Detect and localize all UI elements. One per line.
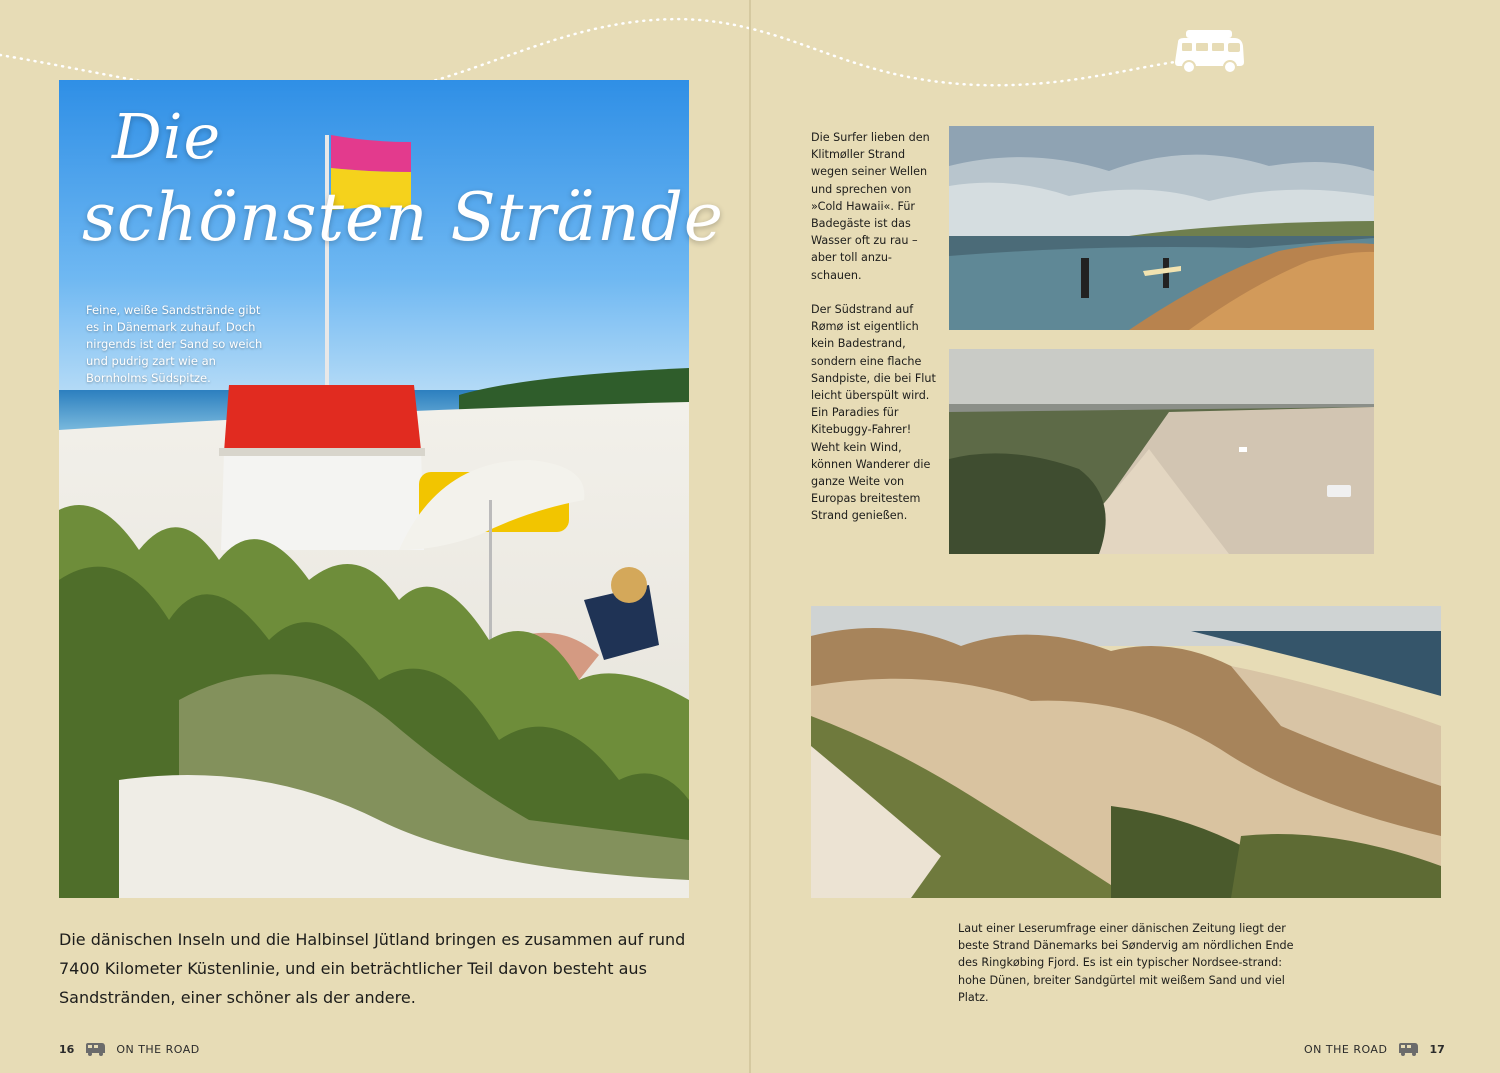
caption-klitmoller: Die Surfer lieben den Klitmøller Strand wegen seiner Wellen und sprechen von »Cold Hawaii«. Für Badegäste ist das Wasser oft zu rau – aber toll anzu-schauen. bbox=[811, 131, 930, 282]
title-line-2: schönsten Strände bbox=[82, 179, 724, 256]
right-page bbox=[750, 0, 1500, 1073]
photo-romo-sandstrand bbox=[949, 349, 1374, 554]
caption-sondervig: Laut einer Leserumfrage einer dänischen Zeitung liegt der beste Strand Dänemarks bei Søndervig am nördlichen Ende des Ringkøbing Fjord. Es ist ein typischer Nordsee-strand: hohe Dünen, breiter Sandgürtel mit weißem Sand und viel Platz. bbox=[958, 922, 1294, 1004]
hero-photo-caption: Feine, weiße Sandstrände gibt es in Dänemark zuhauf. Doch nirgends ist der Sand so weich und pudrig zart wie an Bornholms Südspitze. bbox=[86, 303, 263, 385]
page-number: 16 bbox=[59, 1042, 75, 1056]
camper-van-icon bbox=[1397, 1042, 1419, 1056]
section-label: ON THE ROAD bbox=[116, 1042, 200, 1056]
article-title bbox=[82, 100, 724, 256]
camper-van-icon bbox=[84, 1042, 106, 1056]
photo-sondervig-dunes bbox=[811, 606, 1441, 898]
section-label: ON THE ROAD bbox=[1304, 1042, 1388, 1056]
page-number: 17 bbox=[1429, 1042, 1445, 1056]
right-footer bbox=[1304, 1042, 1445, 1056]
photo-klitmoller-surfers bbox=[949, 126, 1374, 330]
intro-paragraph: Die dänischen Inseln und die Halbinsel Jütland bringen es zusammen auf rund 7400 Kilometer Küstenlinie, und ein beträchtlicher Teil davon besteht aus Sandstränden, einer schöner als der andere. bbox=[59, 930, 686, 1007]
caption-romo: Der Südstrand auf Rømø ist eigentlich kein Badestrand, sondern eine flache Sandpiste, die bei Flut leicht überspült wird. Ein Paradies für Kitebuggy-Fahrer! Weht kein Wind, können Wanderer die ganze Weite von Europas breitestem Strand genießen. bbox=[811, 303, 936, 523]
title-line-1: Die bbox=[112, 100, 222, 173]
left-footer bbox=[59, 1042, 200, 1056]
